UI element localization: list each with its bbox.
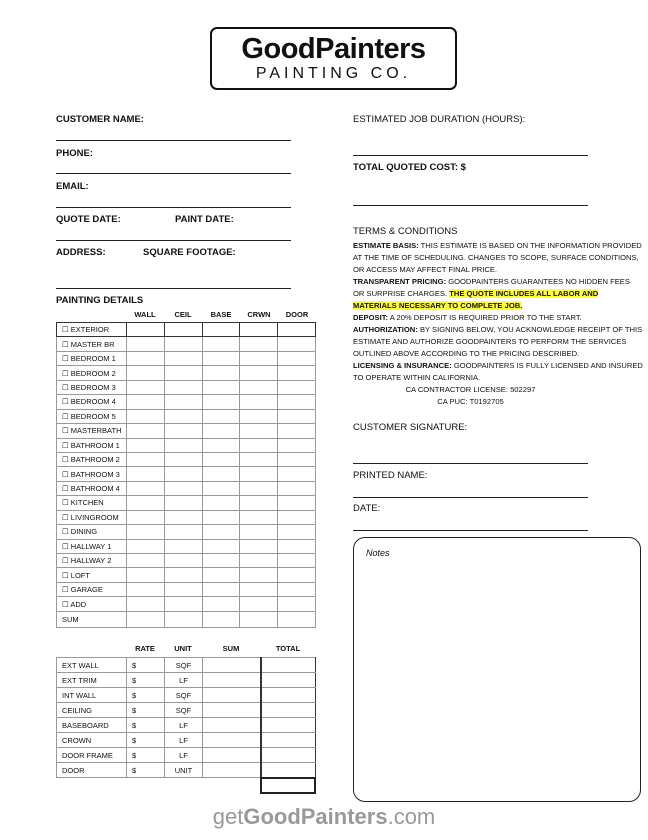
address-label: ADDRESS: [56,247,106,258]
unit-label: LF [165,733,203,748]
room-row [57,452,316,466]
measure-cell[interactable] [202,467,240,481]
measure-cell[interactable] [202,539,240,553]
measure-cell[interactable] [202,582,240,596]
measure-cell[interactable] [127,337,165,351]
measure-cell[interactable] [278,554,316,568]
logo-name: GoodPainters [241,33,426,65]
measure-cell[interactable] [164,409,202,423]
sum-row [57,611,316,627]
room-row [57,409,316,423]
terms-text [353,240,643,408]
measure-cell[interactable] [164,351,202,365]
pricing-row [57,688,316,703]
authorization-label: AUTHORIZATION: [353,325,418,334]
dates-field[interactable] [56,240,291,241]
measure-cell[interactable] [240,568,278,582]
sum-field[interactable] [203,763,261,778]
measure-cell[interactable] [202,337,240,351]
room-checkbox[interactable]: ☐ MASTER BR [57,337,127,351]
measure-cell[interactable] [164,438,202,452]
measure-cell[interactable] [164,525,202,539]
measure-cell[interactable] [278,395,316,409]
measure-cell[interactable] [278,380,316,394]
room-checkbox[interactable]: ☐ BEDROOM 1 [57,351,127,365]
painting-details-title: PAINTING DETAILS [56,295,144,306]
room-row [57,337,316,351]
measure-cell[interactable] [278,496,316,510]
sum-cell[interactable] [278,611,316,627]
deposit-label: DEPOSIT: [353,313,389,322]
item-label: EXT TRIM [57,673,127,688]
room-row [57,510,316,524]
pricing-row [57,763,316,778]
phone-label: PHONE: [56,148,93,159]
authorization-text: BY SIGNING BELOW, YOU ACKNOWLEDGE RECEIPT OF THIS ESTIMATE AND AUTHORIZE GOODPAINTERS TO PERFORM THE SERVICES OUTLINED ABOVE ACCORDING TO THE PRICING DESCRIBED. [353,325,643,358]
measure-cell[interactable] [127,525,165,539]
rate-field[interactable]: $ [127,748,165,763]
measure-cell[interactable] [202,366,240,380]
measure-cell[interactable] [240,467,278,481]
customer-name-field[interactable] [56,140,291,141]
measure-cell[interactable] [127,409,165,423]
pricing-label: TRANSPARENT PRICING: [353,277,447,286]
measure-cell[interactable] [164,337,202,351]
measure-cell[interactable] [278,481,316,495]
licensing-text: GOODPAINTERS IS FULLY LICENSED AND INSURED TO OPERATE WITHIN CALIFORNIA. [353,361,643,382]
measure-cell[interactable] [240,481,278,495]
room-row [57,467,316,481]
rate-field[interactable]: $ [127,658,165,673]
measure-cell[interactable] [127,424,165,438]
sum-field[interactable] [203,718,261,733]
measure-cell[interactable] [278,582,316,596]
room-row [57,568,316,582]
logo-tagline: PAINTING CO. [255,65,412,82]
room-row [57,351,316,365]
measure-cell[interactable] [127,467,165,481]
measure-cell[interactable] [202,452,240,466]
measure-cell[interactable] [240,582,278,596]
total-cost-label: TOTAL QUOTED COST: $ [353,162,466,173]
unit-label: UNIT [165,763,203,778]
room-checkbox[interactable]: ☐ ADD [57,597,127,611]
measure-cell[interactable] [164,424,202,438]
room-checkbox[interactable]: ☐ BATHROOM 1 [57,438,127,452]
item-label: DOOR [57,763,127,778]
unit-label: LF [165,718,203,733]
measure-cell[interactable] [278,539,316,553]
pricing-column-header: TOTAL [275,644,301,653]
measure-cell[interactable] [164,597,202,611]
room-checkbox[interactable]: ☐ GARAGE [57,582,127,596]
measure-cell[interactable] [202,323,240,337]
measure-cell[interactable] [127,568,165,582]
measure-cell[interactable] [164,323,202,337]
measure-cell[interactable] [240,323,278,337]
measure-cell[interactable] [202,424,240,438]
measure-cell[interactable] [278,424,316,438]
column-header: CRWN [247,310,271,319]
measure-cell[interactable] [164,467,202,481]
measure-cell[interactable] [202,597,240,611]
pricing-text: GOODPAINTERS GUARANTEES NO HIDDEN FEES OR SURPRISE CHARGES. [353,277,630,298]
measure-cell[interactable] [127,380,165,394]
pricing-highlight: THE QUOTE INCLUDES ALL LABOR AND MATERIALS NECESSARY TO COMPLETE JOB. [353,289,599,310]
measure-cell[interactable] [164,568,202,582]
measure-cell[interactable] [164,496,202,510]
measure-cell[interactable] [240,496,278,510]
room-row [57,380,316,394]
measure-cell[interactable] [240,597,278,611]
measure-cell[interactable] [240,554,278,568]
measure-cell[interactable] [127,597,165,611]
measure-cell[interactable] [240,525,278,539]
room-checkbox[interactable]: ☐ BEDROOM 3 [57,380,127,394]
footer-brand: GoodPainters [243,804,388,829]
quote-date-label: QUOTE DATE: [56,214,121,225]
email-field[interactable] [56,207,291,208]
printed-name-field[interactable] [353,497,588,498]
measure-cell[interactable] [127,323,165,337]
rate-field[interactable]: $ [127,733,165,748]
pricing-table [56,657,316,778]
total-field[interactable] [261,763,316,778]
room-row [57,323,316,337]
measure-cell[interactable] [127,452,165,466]
measure-cell[interactable] [164,481,202,495]
room-checkbox[interactable]: ☐ HALLWAY 1 [57,539,127,553]
total-field[interactable] [261,688,316,703]
sum-cell[interactable] [127,611,165,627]
measure-cell[interactable] [240,351,278,365]
measure-cell[interactable] [240,366,278,380]
customer-name-label: CUSTOMER NAME: [56,114,144,125]
licensing-label: LICENSING & INSURANCE: [353,361,452,370]
rate-field[interactable]: $ [127,688,165,703]
measure-cell[interactable] [278,438,316,452]
room-row [57,395,316,409]
room-checkbox[interactable]: ☐ KITCHEN [57,496,127,510]
pricing-row [57,748,316,763]
footer-post: .com [387,804,436,829]
paint-date-label: PAINT DATE: [175,214,234,225]
notes-box[interactable] [353,537,641,802]
sum-field[interactable] [203,673,261,688]
sum-field[interactable] [203,703,261,718]
pricing-row [57,703,316,718]
measure-cell[interactable] [127,395,165,409]
measure-cell[interactable] [240,409,278,423]
measure-cell[interactable] [127,554,165,568]
total-field[interactable] [261,748,316,763]
deposit-text: A 20% DEPOSIT IS REQUIRED PRIOR TO THE START. [388,313,582,322]
measure-cell[interactable] [202,409,240,423]
room-checkbox[interactable]: ☐ HALLWAY 2 [57,554,127,568]
measure-cell[interactable] [202,380,240,394]
room-row [57,496,316,510]
measure-cell[interactable] [127,496,165,510]
room-checkbox[interactable]: ☐ BEDROOM 4 [57,395,127,409]
measure-cell[interactable] [278,409,316,423]
measure-cell[interactable] [202,496,240,510]
room-checkbox[interactable]: ☐ BEDROOM 5 [57,409,127,423]
measure-cell[interactable] [127,510,165,524]
signature-label: CUSTOMER SIGNATURE: [353,422,468,433]
sum-cell[interactable] [202,611,240,627]
unit-label: SQF [165,688,203,703]
room-row [57,438,316,452]
footer-url [0,804,648,830]
measure-cell[interactable] [202,438,240,452]
room-row [57,481,316,495]
measure-cell[interactable] [240,438,278,452]
unit-label: SQF [165,658,203,673]
notes-label: Notes [366,548,390,558]
address-field[interactable] [56,288,291,289]
measure-cell[interactable] [202,395,240,409]
measure-cell[interactable] [127,438,165,452]
painting-details-table [56,322,316,628]
rate-field[interactable]: $ [127,703,165,718]
measure-cell[interactable] [278,351,316,365]
measure-cell[interactable] [240,452,278,466]
room-checkbox[interactable]: ☐ BATHROOM 4 [57,481,127,495]
grand-total-field[interactable] [260,777,316,794]
column-header: WALL [134,310,156,319]
sum-cell[interactable] [164,611,202,627]
pricing-row [57,658,316,673]
item-label: CEILING [57,703,127,718]
item-label: CROWN [57,733,127,748]
measure-cell[interactable] [278,452,316,466]
total-field[interactable] [261,703,316,718]
measure-cell[interactable] [240,510,278,524]
measure-cell[interactable] [202,510,240,524]
pricing-column-header: RATE [135,644,155,653]
measure-cell[interactable] [127,582,165,596]
total-cost-field[interactable] [353,205,588,206]
measure-cell[interactable] [240,395,278,409]
sum-cell[interactable] [240,611,278,627]
room-row [57,525,316,539]
measure-cell[interactable] [164,366,202,380]
room-checkbox[interactable]: ☐ MASTERBATH [57,424,127,438]
measure-cell[interactable] [278,525,316,539]
measure-cell[interactable] [278,467,316,481]
company-logo [210,27,457,90]
measure-cell[interactable] [202,525,240,539]
measure-cell[interactable] [202,554,240,568]
measure-cell[interactable] [127,481,165,495]
square-footage-label: SQUARE FOOTAGE: [143,247,236,258]
room-checkbox[interactable]: ☐ BEDROOM 2 [57,366,127,380]
column-header: BASE [210,310,232,319]
measure-cell[interactable] [278,597,316,611]
item-label: BASEBOARD [57,718,127,733]
duration-field[interactable] [353,155,588,156]
room-row [57,539,316,553]
printed-name-label: PRINTED NAME: [353,470,428,481]
measure-cell[interactable] [164,582,202,596]
estimate-basis-text: THIS ESTIMATE IS BASED ON THE INFORMATION PROVIDED AT THE TIME OF SCHEDULING. CHANGES TO SCOPE, SURFACE CONDITIONS, OR ACCESS MAY AFFECT FINAL PRICE. [353,241,642,274]
measure-cell[interactable] [278,323,316,337]
unit-label: LF [165,673,203,688]
measure-cell[interactable] [278,568,316,582]
pricing-row [57,733,316,748]
measure-cell[interactable] [240,337,278,351]
item-label: DOOR FRAME [57,748,127,763]
total-field[interactable] [261,733,316,748]
room-checkbox[interactable]: ☐ LOFT [57,568,127,582]
room-checkbox[interactable]: ☐ LIVINGROOM [57,510,127,524]
measure-cell[interactable] [240,539,278,553]
pricing-row [57,718,316,733]
duration-label: ESTIMATED JOB DURATION (HOURS): [353,114,526,125]
sum-field[interactable] [203,688,261,703]
footer-pre: get [212,804,244,829]
measure-cell[interactable] [164,539,202,553]
room-checkbox[interactable]: ☐ BATHROOM 2 [57,452,127,466]
measure-cell[interactable] [127,351,165,365]
phone-field[interactable] [56,173,291,174]
measure-cell[interactable] [202,481,240,495]
room-row [57,582,316,596]
total-field[interactable] [261,658,316,673]
rate-field[interactable]: $ [127,763,165,778]
item-label: INT WALL [57,688,127,703]
estimate-basis-label: ESTIMATE BASIS: [353,241,419,250]
total-field[interactable] [261,673,316,688]
rate-field[interactable]: $ [127,718,165,733]
sum-field[interactable] [203,748,261,763]
rate-field[interactable]: $ [127,673,165,688]
puc-number: CA PUC: T0192705 [437,397,504,406]
date-field[interactable] [353,530,588,531]
total-field[interactable] [261,718,316,733]
measure-cell[interactable] [164,510,202,524]
measure-cell[interactable] [127,539,165,553]
pricing-column-header: UNIT [174,644,192,653]
measure-cell[interactable] [240,380,278,394]
pricing-row [57,673,316,688]
measure-cell[interactable] [164,554,202,568]
measure-cell[interactable] [164,395,202,409]
item-label: EXT WALL [57,658,127,673]
contractor-license: CA CONTRACTOR LICENSE: 502297 [405,385,536,394]
measure-cell[interactable] [127,366,165,380]
room-checkbox[interactable]: ☐ EXTERIOR [57,323,127,337]
unit-label: SQF [165,703,203,718]
measure-cell[interactable] [278,366,316,380]
measure-cell[interactable] [202,351,240,365]
measure-cell[interactable] [278,337,316,351]
room-row [57,554,316,568]
signature-field[interactable] [353,463,588,464]
room-row [57,597,316,611]
measure-cell[interactable] [164,452,202,466]
terms-title: TERMS & CONDITIONS [353,226,458,237]
pricing-column-header: SUM [222,644,240,653]
measure-cell[interactable] [240,424,278,438]
room-checkbox[interactable]: ☐ DINING [57,525,127,539]
measure-cell[interactable] [164,380,202,394]
email-label: EMAIL: [56,181,89,192]
column-header: DOOR [285,310,309,319]
column-header: CEIL [174,310,192,319]
room-checkbox[interactable]: ☐ BATHROOM 3 [57,467,127,481]
room-row [57,424,316,438]
sum-field[interactable] [203,733,261,748]
date-label: DATE: [353,503,381,514]
sum-field[interactable] [203,658,261,673]
measure-cell[interactable] [202,568,240,582]
sum-label: SUM [57,611,127,627]
unit-label: LF [165,748,203,763]
measure-cell[interactable] [278,510,316,524]
room-row [57,366,316,380]
